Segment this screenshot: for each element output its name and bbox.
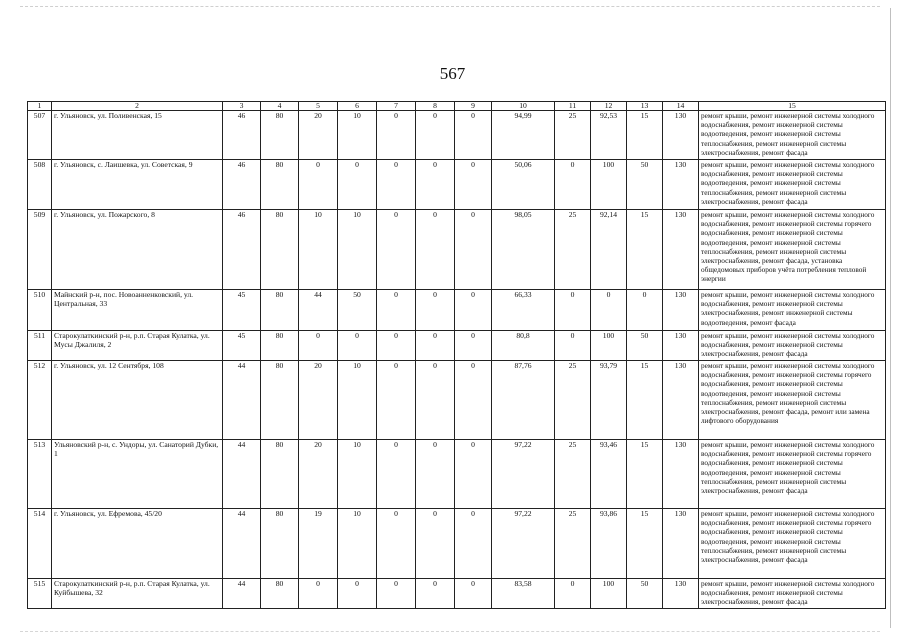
column-number: 6 <box>338 102 377 111</box>
cell-col-8: 0 <box>416 579 455 609</box>
cell-col-6: 50 <box>338 290 377 331</box>
table-row <box>28 509 886 579</box>
row-number: 515 <box>28 579 52 609</box>
table-row <box>28 440 886 509</box>
cell-col-10: 97,22 <box>492 509 555 579</box>
cell-col-4: 80 <box>261 210 299 290</box>
column-number: 13 <box>627 102 663 111</box>
cell-col-5: 0 <box>299 331 338 361</box>
table-row <box>28 579 886 609</box>
cell-col-4: 80 <box>261 440 299 509</box>
row-address: Старокулаткинский р-н, р.п. Старая Кулатка, ул. Мусы Джалиля, 2 <box>52 331 223 361</box>
cell-col-6: 0 <box>338 579 377 609</box>
column-number: 9 <box>455 102 492 111</box>
cell-col-13: 15 <box>627 509 663 579</box>
cell-col-7: 0 <box>377 361 416 440</box>
cell-col-5: 20 <box>299 440 338 509</box>
cell-col-10: 83,58 <box>492 579 555 609</box>
row-number: 514 <box>28 509 52 579</box>
row-number: 508 <box>28 160 52 210</box>
cell-col-5: 20 <box>299 111 338 160</box>
column-number: 2 <box>52 102 223 111</box>
cell-col-3: 46 <box>223 210 261 290</box>
cell-col-14: 130 <box>663 509 699 579</box>
row-works-list: ремонт крыши, ремонт инженерной системы холодного водоснабжения, ремонт инженерной системы горячего водоснабжения, ремонт инженерной системы водоотведения, ремонт инженерной системы теплоснабжения, ремонт инженерной системы электроснабжения, ремонт фасада <box>699 440 886 509</box>
row-number: 510 <box>28 290 52 331</box>
cell-col-12: 100 <box>591 160 627 210</box>
cell-col-11: 0 <box>555 160 591 210</box>
cell-col-13: 50 <box>627 160 663 210</box>
cell-col-9: 0 <box>455 440 492 509</box>
table-row <box>28 210 886 290</box>
cell-col-5: 19 <box>299 509 338 579</box>
column-number: 1 <box>28 102 52 111</box>
row-works-list: ремонт крыши, ремонт инженерной системы холодного водоснабжения, ремонт инженерной системы электроснабжения, ремонт фасада <box>699 579 886 609</box>
cell-col-11: 0 <box>555 331 591 361</box>
row-address: г. Ульяновск, ул. Пожарского, 8 <box>52 210 223 290</box>
cell-col-10: 80,8 <box>492 331 555 361</box>
cell-col-8: 0 <box>416 361 455 440</box>
cell-col-12: 0 <box>591 290 627 331</box>
cell-col-4: 80 <box>261 111 299 160</box>
cell-col-7: 0 <box>377 290 416 331</box>
cell-col-6: 10 <box>338 111 377 160</box>
cell-col-11: 25 <box>555 440 591 509</box>
cell-col-10: 66,33 <box>492 290 555 331</box>
row-address: Старокулаткинский р-н, р.п. Старая Кулатка, ул. Куйбышева, 32 <box>52 579 223 609</box>
column-number: 3 <box>223 102 261 111</box>
row-works-list: ремонт крыши, ремонт инженерной системы холодного водоснабжения, ремонт инженерной системы горячего водоснабжения, ремонт инженерной системы водоотведения, ремонт инженерной системы теплоснабжения, ремонт инженерной системы электроснабжения, ремонт фасада <box>699 509 886 579</box>
cell-col-6: 10 <box>338 509 377 579</box>
row-address: Майнский р-н, пос. Новоанненковский, ул. Центральная, 33 <box>52 290 223 331</box>
cell-col-12: 93,86 <box>591 509 627 579</box>
cell-col-5: 0 <box>299 160 338 210</box>
cell-col-7: 0 <box>377 331 416 361</box>
cell-col-3: 45 <box>223 290 261 331</box>
column-number: 7 <box>377 102 416 111</box>
cell-col-4: 80 <box>261 509 299 579</box>
cell-col-14: 130 <box>663 160 699 210</box>
cell-col-10: 98,05 <box>492 210 555 290</box>
cell-col-11: 25 <box>555 111 591 160</box>
cell-col-12: 100 <box>591 331 627 361</box>
cell-col-7: 0 <box>377 440 416 509</box>
table-row <box>28 160 886 210</box>
cell-col-10: 87,76 <box>492 361 555 440</box>
cell-col-14: 130 <box>663 579 699 609</box>
cell-col-9: 0 <box>455 331 492 361</box>
cell-col-14: 130 <box>663 331 699 361</box>
cell-col-10: 94,99 <box>492 111 555 160</box>
cell-col-5: 10 <box>299 210 338 290</box>
cell-col-9: 0 <box>455 509 492 579</box>
row-number: 513 <box>28 440 52 509</box>
cell-col-9: 0 <box>455 210 492 290</box>
cell-col-13: 50 <box>627 579 663 609</box>
cell-col-6: 0 <box>338 160 377 210</box>
table-row <box>28 331 886 361</box>
cell-col-8: 0 <box>416 111 455 160</box>
cell-col-11: 0 <box>555 579 591 609</box>
column-number-row <box>28 102 886 111</box>
cell-col-13: 15 <box>627 361 663 440</box>
cell-col-7: 0 <box>377 509 416 579</box>
cell-col-5: 20 <box>299 361 338 440</box>
row-works-list: ремонт крыши, ремонт инженерной системы холодного водоснабжения, ремонт инженерной системы водоотведения, ремонт инженерной системы теплоснабжения, ремонт инженерной системы электроснабжения, ремонт фасада <box>699 111 886 160</box>
cell-col-11: 25 <box>555 509 591 579</box>
cell-col-14: 130 <box>663 361 699 440</box>
cell-col-3: 45 <box>223 331 261 361</box>
cell-col-4: 80 <box>261 579 299 609</box>
cell-col-3: 46 <box>223 160 261 210</box>
table-row <box>28 361 886 440</box>
cell-col-6: 10 <box>338 210 377 290</box>
column-number: 12 <box>591 102 627 111</box>
row-address: г. Ульяновск, с. Лаишевка, ул. Советская, 9 <box>52 160 223 210</box>
cell-col-6: 10 <box>338 440 377 509</box>
column-number: 10 <box>492 102 555 111</box>
row-address: г. Ульяновск, ул. Ефремова, 45/20 <box>52 509 223 579</box>
cell-col-11: 25 <box>555 361 591 440</box>
cell-col-8: 0 <box>416 509 455 579</box>
row-number: 509 <box>28 210 52 290</box>
row-number: 512 <box>28 361 52 440</box>
cell-col-4: 80 <box>261 361 299 440</box>
cell-col-8: 0 <box>416 440 455 509</box>
row-address: г. Ульяновск, ул. 12 Сентября, 108 <box>52 361 223 440</box>
cell-col-3: 44 <box>223 579 261 609</box>
scan-edge-bottom <box>20 631 880 632</box>
scan-edge-top <box>20 6 880 7</box>
cell-col-14: 130 <box>663 290 699 331</box>
cell-col-7: 0 <box>377 160 416 210</box>
cell-col-13: 15 <box>627 111 663 160</box>
cell-col-12: 92,53 <box>591 111 627 160</box>
cell-col-3: 46 <box>223 111 261 160</box>
cell-col-3: 44 <box>223 361 261 440</box>
row-works-list: ремонт крыши, ремонт инженерной системы холодного водоснабжения, ремонт инженерной системы горячего водоснабжения, ремонт инженерной системы водоотведения, ремонт инженерной системы теплоснабжения, ремонт инженерной системы электроснабжения, ремонт фасада, ремонт или замена лифтового оборудования <box>699 361 886 440</box>
cell-col-6: 0 <box>338 331 377 361</box>
cell-col-5: 0 <box>299 579 338 609</box>
cell-col-9: 0 <box>455 579 492 609</box>
row-address: г. Ульяновск, ул. Поливенская, 15 <box>52 111 223 160</box>
cell-col-13: 0 <box>627 290 663 331</box>
cell-col-9: 0 <box>455 290 492 331</box>
cell-col-4: 80 <box>261 160 299 210</box>
cell-col-7: 0 <box>377 579 416 609</box>
column-number: 11 <box>555 102 591 111</box>
column-number: 14 <box>663 102 699 111</box>
row-works-list: ремонт крыши, ремонт инженерной системы холодного водоснабжения, ремонт инженерной системы электроснабжения, ремонт фасада <box>699 331 886 361</box>
cell-col-10: 97,22 <box>492 440 555 509</box>
cell-col-10: 50,06 <box>492 160 555 210</box>
column-number: 5 <box>299 102 338 111</box>
cell-col-12: 92,14 <box>591 210 627 290</box>
cell-col-7: 0 <box>377 210 416 290</box>
column-number: 15 <box>699 102 886 111</box>
cell-col-4: 80 <box>261 331 299 361</box>
cell-col-6: 10 <box>338 361 377 440</box>
cell-col-14: 130 <box>663 440 699 509</box>
cell-col-14: 130 <box>663 111 699 160</box>
cell-col-7: 0 <box>377 111 416 160</box>
cell-col-14: 130 <box>663 210 699 290</box>
page-number: 567 <box>439 64 466 83</box>
cell-col-4: 80 <box>261 290 299 331</box>
cell-col-9: 0 <box>455 160 492 210</box>
cell-col-8: 0 <box>416 290 455 331</box>
cell-col-3: 44 <box>223 509 261 579</box>
row-address: Ульяновский р-н, с. Ундоры, ул. Санаторий Дубки, 1 <box>52 440 223 509</box>
cell-col-8: 0 <box>416 210 455 290</box>
cell-col-8: 0 <box>416 160 455 210</box>
cell-col-11: 25 <box>555 210 591 290</box>
cell-col-9: 0 <box>455 111 492 160</box>
cell-col-3: 44 <box>223 440 261 509</box>
cell-col-13: 15 <box>627 210 663 290</box>
repair-program-table <box>27 101 886 609</box>
column-number: 8 <box>416 102 455 111</box>
row-works-list: ремонт крыши, ремонт инженерной системы холодного водоснабжения, ремонт инженерной системы водоотведения, ремонт инженерной системы теплоснабжения, ремонт инженерной системы электроснабжения, ремонт фасада <box>699 160 886 210</box>
row-works-list: ремонт крыши, ремонт инженерной системы холодного водоснабжения, ремонт инженерной системы электроснабжения, ремонт инженерной системы водоотведения, ремонт фасада <box>699 290 886 331</box>
cell-col-13: 15 <box>627 440 663 509</box>
cell-col-12: 93,79 <box>591 361 627 440</box>
cell-col-12: 100 <box>591 579 627 609</box>
row-number: 507 <box>28 111 52 160</box>
table-row <box>28 111 886 160</box>
cell-col-9: 0 <box>455 361 492 440</box>
cell-col-12: 93,46 <box>591 440 627 509</box>
row-works-list: ремонт крыши, ремонт инженерной системы холодного водоснабжения, ремонт инженерной системы горячего водоснабжения, ремонт инженерной системы водоотведения, ремонт инженерной системы теплоснабжения, ремонт инженерной системы электроснабжения, ремонт фасада, установка общедомовых приборов учёта потребления тепловой энергии <box>699 210 886 290</box>
column-number: 4 <box>261 102 299 111</box>
table-row <box>28 290 886 331</box>
row-number: 511 <box>28 331 52 361</box>
cell-col-11: 0 <box>555 290 591 331</box>
cell-col-5: 44 <box>299 290 338 331</box>
scan-edge-right <box>890 8 891 628</box>
cell-col-13: 50 <box>627 331 663 361</box>
cell-col-8: 0 <box>416 331 455 361</box>
